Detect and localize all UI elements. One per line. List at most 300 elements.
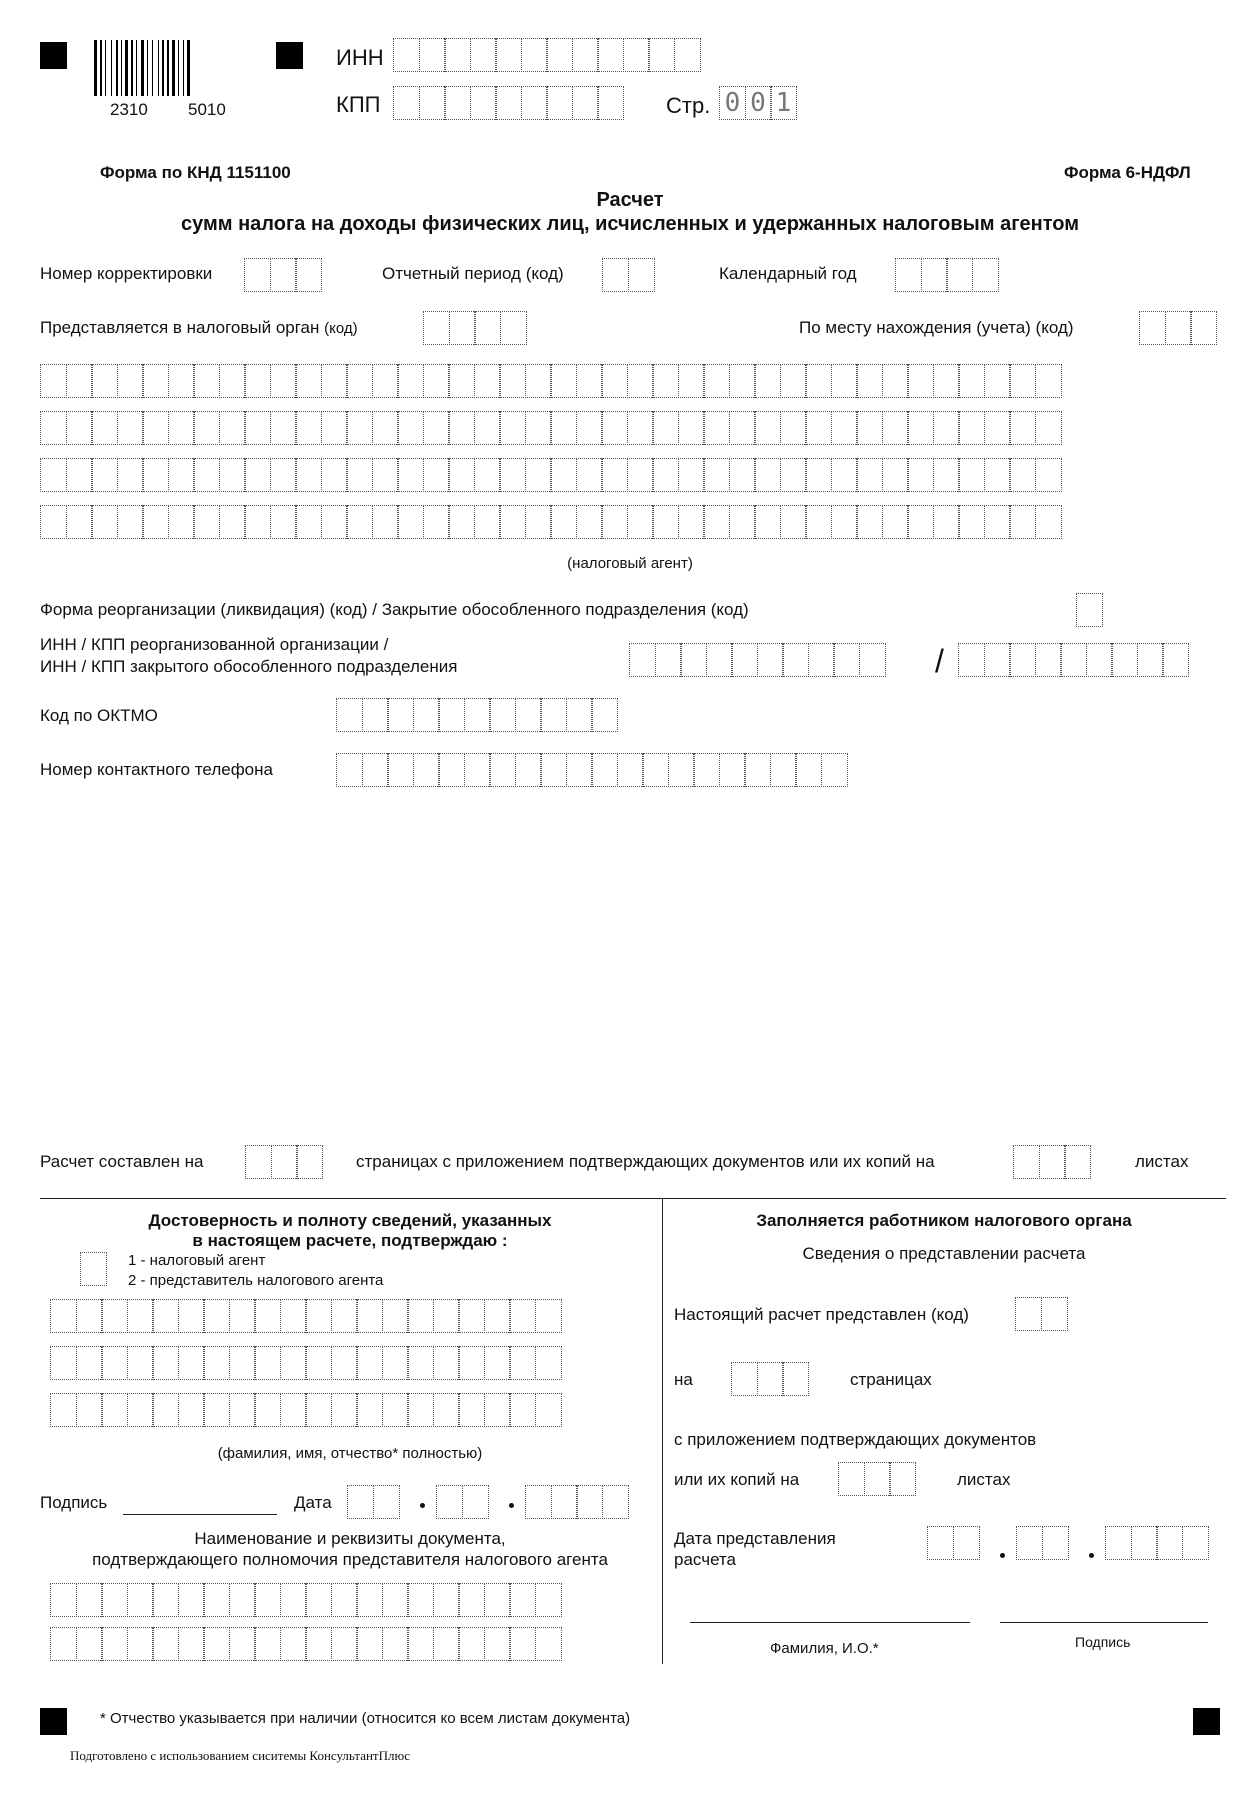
entry-cell[interactable] xyxy=(127,1583,154,1617)
entry-cell[interactable] xyxy=(458,1299,485,1333)
entry-cell[interactable] xyxy=(470,86,497,120)
entry-cell[interactable] xyxy=(474,364,501,398)
entry-cell[interactable] xyxy=(642,753,669,787)
signer-name-row[interactable] xyxy=(50,1346,562,1380)
entry-cell[interactable] xyxy=(1009,505,1036,539)
pages-count-cells[interactable] xyxy=(245,1145,323,1179)
entry-cell[interactable] xyxy=(393,86,420,120)
entry-cell[interactable] xyxy=(229,1393,256,1427)
entry-cell[interactable] xyxy=(1060,643,1087,677)
entry-cell[interactable] xyxy=(1013,1145,1040,1179)
entry-cell[interactable] xyxy=(499,458,526,492)
entry-cell[interactable] xyxy=(305,1346,332,1380)
entry-cell[interactable] xyxy=(76,1393,103,1427)
reorg-inn-cells[interactable] xyxy=(629,643,886,677)
entry-cell[interactable] xyxy=(602,258,629,292)
entry-cell[interactable] xyxy=(535,1346,562,1380)
signer-name-row[interactable] xyxy=(50,1299,562,1333)
entry-cell[interactable] xyxy=(780,505,807,539)
entry-cell[interactable] xyxy=(66,505,93,539)
entry-cell[interactable] xyxy=(984,458,1011,492)
entry-cell[interactable] xyxy=(958,643,985,677)
entry-cell[interactable] xyxy=(805,411,832,445)
entry-cell[interactable] xyxy=(882,364,909,398)
entry-cell[interactable] xyxy=(178,1393,205,1427)
entry-cell[interactable] xyxy=(474,311,501,345)
entry-cell[interactable] xyxy=(448,411,475,445)
entry-cell[interactable] xyxy=(576,458,603,492)
entry-cell[interactable] xyxy=(66,458,93,492)
entry-cell[interactable] xyxy=(444,38,471,72)
entry-cell[interactable] xyxy=(1165,311,1192,345)
entry-cell[interactable] xyxy=(591,753,618,787)
authority-doc-row[interactable] xyxy=(50,1627,562,1661)
entry-cell[interactable] xyxy=(117,505,144,539)
entry-cell[interactable] xyxy=(591,698,618,732)
entry-cell[interactable] xyxy=(484,1299,511,1333)
entry-cell[interactable] xyxy=(484,1393,511,1427)
entry-cell[interactable] xyxy=(550,458,577,492)
entry-cell[interactable] xyxy=(551,1485,578,1519)
entry-cell[interactable] xyxy=(91,458,118,492)
entry-cell[interactable] xyxy=(433,1627,460,1661)
phone-cells[interactable] xyxy=(336,753,848,787)
oktmo-cells[interactable] xyxy=(336,698,618,732)
entry-cell[interactable] xyxy=(795,753,822,787)
entry-cell[interactable] xyxy=(407,1393,434,1427)
entry-cell[interactable] xyxy=(984,411,1011,445)
entry-cell[interactable] xyxy=(474,505,501,539)
entry-cell[interactable] xyxy=(731,1362,758,1396)
entry-cell[interactable] xyxy=(782,1362,809,1396)
entry-cell[interactable] xyxy=(627,364,654,398)
entry-cell[interactable] xyxy=(152,1346,179,1380)
entry-cell[interactable] xyxy=(346,364,373,398)
entry-cell[interactable] xyxy=(91,364,118,398)
entry-cell[interactable] xyxy=(946,258,973,292)
entry-cell[interactable] xyxy=(152,1627,179,1661)
entry-cell[interactable] xyxy=(1009,643,1036,677)
entry-cell[interactable] xyxy=(500,311,527,345)
entry-cell[interactable] xyxy=(346,458,373,492)
entry-cell[interactable] xyxy=(958,458,985,492)
entry-cell[interactable] xyxy=(744,753,771,787)
entry-cell[interactable] xyxy=(433,1346,460,1380)
entry-cell[interactable] xyxy=(203,1393,230,1427)
entry-cell[interactable] xyxy=(576,411,603,445)
entry-cell[interactable] xyxy=(933,458,960,492)
entry-cell[interactable] xyxy=(754,364,781,398)
entry-cell[interactable] xyxy=(572,86,599,120)
entry-cell[interactable] xyxy=(731,643,758,677)
entry-cell[interactable] xyxy=(933,411,960,445)
entry-cell[interactable] xyxy=(127,1627,154,1661)
entry-cell[interactable] xyxy=(1139,311,1166,345)
entry-cell[interactable] xyxy=(372,411,399,445)
entry-cell[interactable] xyxy=(80,1252,107,1286)
authority-doc-row[interactable] xyxy=(50,1583,562,1617)
entry-cell[interactable] xyxy=(193,411,220,445)
tax-authority-cells[interactable] xyxy=(423,311,527,345)
entry-cell[interactable] xyxy=(280,1627,307,1661)
entry-cell[interactable] xyxy=(449,311,476,345)
entry-cell[interactable] xyxy=(601,411,628,445)
entry-cell[interactable] xyxy=(838,1462,865,1496)
entry-cell[interactable] xyxy=(372,505,399,539)
entry-cell[interactable] xyxy=(484,1627,511,1661)
entry-cell[interactable] xyxy=(168,411,195,445)
entry-cell[interactable] xyxy=(1111,643,1138,677)
entry-cell[interactable] xyxy=(933,364,960,398)
submission-day-cells[interactable] xyxy=(927,1526,980,1560)
entry-cell[interactable] xyxy=(629,643,656,677)
entry-cell[interactable] xyxy=(525,505,552,539)
entry-cell[interactable] xyxy=(203,1346,230,1380)
entry-cell[interactable] xyxy=(757,643,784,677)
entry-cell[interactable] xyxy=(729,458,756,492)
entry-cell[interactable] xyxy=(356,1299,383,1333)
entry-cell[interactable] xyxy=(101,1393,128,1427)
entry-cell[interactable] xyxy=(346,505,373,539)
entry-cell[interactable] xyxy=(525,1485,552,1519)
entry-cell[interactable] xyxy=(1035,505,1062,539)
entry-cell[interactable] xyxy=(305,1299,332,1333)
entry-cell[interactable] xyxy=(280,1346,307,1380)
entry-cell[interactable] xyxy=(655,643,682,677)
entry-cell[interactable] xyxy=(601,364,628,398)
entry-cell[interactable] xyxy=(356,1583,383,1617)
entry-cell[interactable] xyxy=(856,411,883,445)
entry-cell[interactable] xyxy=(321,411,348,445)
entry-cell[interactable] xyxy=(91,505,118,539)
entry-cell[interactable] xyxy=(509,1346,536,1380)
entry-cell[interactable] xyxy=(597,38,624,72)
entry-cell[interactable] xyxy=(356,1393,383,1427)
entry-cell[interactable] xyxy=(984,505,1011,539)
entry-cell[interactable] xyxy=(703,505,730,539)
attach-sheets-cells[interactable] xyxy=(838,1462,916,1496)
entry-cell[interactable] xyxy=(142,411,169,445)
entry-cell[interactable] xyxy=(927,1526,954,1560)
entry-cell[interactable] xyxy=(219,411,246,445)
entry-cell[interactable] xyxy=(972,258,999,292)
entry-cell[interactable] xyxy=(856,458,883,492)
entry-cell[interactable] xyxy=(305,1627,332,1661)
entry-cell[interactable] xyxy=(462,1485,489,1519)
entry-cell[interactable] xyxy=(958,364,985,398)
entry-cell[interactable] xyxy=(805,458,832,492)
entry-cell[interactable] xyxy=(331,1393,358,1427)
inn-cells[interactable] xyxy=(393,38,701,72)
entry-cell[interactable] xyxy=(576,364,603,398)
entry-cell[interactable] xyxy=(382,1583,409,1617)
entry-cell[interactable] xyxy=(91,411,118,445)
entry-cell[interactable] xyxy=(393,38,420,72)
entry-cell[interactable] xyxy=(831,364,858,398)
entry-cell[interactable] xyxy=(413,698,440,732)
entry-cell[interactable] xyxy=(921,258,948,292)
entry-cell[interactable] xyxy=(142,364,169,398)
entry-cell[interactable] xyxy=(397,458,424,492)
entry-cell[interactable] xyxy=(652,364,679,398)
entry-cell[interactable] xyxy=(152,1393,179,1427)
entry-cell[interactable] xyxy=(576,505,603,539)
entry-cell[interactable] xyxy=(576,1485,603,1519)
entry-cell[interactable] xyxy=(76,1346,103,1380)
entry-cell[interactable] xyxy=(244,458,271,492)
entry-cell[interactable] xyxy=(856,505,883,539)
entry-cell[interactable] xyxy=(219,364,246,398)
entry-cell[interactable] xyxy=(193,364,220,398)
entry-cell[interactable] xyxy=(245,1145,272,1179)
entry-cell[interactable] xyxy=(1009,458,1036,492)
entry-cell[interactable] xyxy=(347,1485,374,1519)
entry-cell[interactable] xyxy=(535,1583,562,1617)
entry-cell[interactable] xyxy=(678,505,705,539)
entry-cell[interactable] xyxy=(229,1627,256,1661)
entry-cell[interactable] xyxy=(419,86,446,120)
entry-cell[interactable] xyxy=(321,458,348,492)
entry-cell[interactable] xyxy=(127,1393,154,1427)
reorg-cell[interactable] xyxy=(1076,593,1103,627)
entry-cell[interactable] xyxy=(831,458,858,492)
entry-cell[interactable] xyxy=(484,1346,511,1380)
entry-cell[interactable] xyxy=(648,38,675,72)
entry-cell[interactable] xyxy=(515,698,542,732)
entry-cell[interactable] xyxy=(419,38,446,72)
entry-cell[interactable] xyxy=(1137,643,1164,677)
entry-cell[interactable] xyxy=(984,643,1011,677)
entry-cell[interactable] xyxy=(1156,1526,1183,1560)
entry-cell[interactable] xyxy=(362,753,389,787)
entry-cell[interactable] xyxy=(336,698,363,732)
entry-cell[interactable] xyxy=(280,1583,307,1617)
entry-cell[interactable] xyxy=(623,38,650,72)
entry-cell[interactable] xyxy=(117,364,144,398)
entry-cell[interactable] xyxy=(958,505,985,539)
entry-cell[interactable] xyxy=(1041,1297,1068,1331)
entry-cell[interactable] xyxy=(244,364,271,398)
entry-cell[interactable] xyxy=(254,1583,281,1617)
entry-cell[interactable] xyxy=(780,411,807,445)
entry-cell[interactable] xyxy=(254,1393,281,1427)
entry-cell[interactable] xyxy=(229,1299,256,1333)
entry-cell[interactable] xyxy=(413,753,440,787)
entry-cell[interactable] xyxy=(754,411,781,445)
entry-cell[interactable] xyxy=(1064,1145,1091,1179)
entry-cell[interactable] xyxy=(270,364,297,398)
entry-cell[interactable] xyxy=(295,364,322,398)
agent-name-row[interactable] xyxy=(40,411,1062,445)
entry-cell[interactable] xyxy=(407,1627,434,1661)
entry-cell[interactable] xyxy=(509,1393,536,1427)
entry-cell[interactable] xyxy=(1076,593,1103,627)
entry-cell[interactable] xyxy=(525,364,552,398)
entry-cell[interactable] xyxy=(474,411,501,445)
entry-cell[interactable] xyxy=(546,38,573,72)
agent-name-row[interactable] xyxy=(40,505,1062,539)
entry-cell[interactable] xyxy=(489,753,516,787)
entry-cell[interactable] xyxy=(525,458,552,492)
date-year-cells[interactable] xyxy=(525,1485,629,1519)
entry-cell[interactable] xyxy=(535,1393,562,1427)
entry-cell[interactable] xyxy=(152,1583,179,1617)
entry-cell[interactable] xyxy=(346,411,373,445)
entry-cell[interactable] xyxy=(117,411,144,445)
entry-cell[interactable] xyxy=(540,753,567,787)
entry-cell[interactable] xyxy=(668,753,695,787)
entry-cell[interactable] xyxy=(203,1299,230,1333)
entry-cell[interactable] xyxy=(142,458,169,492)
entry-cell[interactable] xyxy=(470,38,497,72)
entry-cell[interactable] xyxy=(474,458,501,492)
entry-cell[interactable] xyxy=(423,311,450,345)
entry-cell[interactable] xyxy=(219,505,246,539)
entry-cell[interactable] xyxy=(142,505,169,539)
entry-cell[interactable] xyxy=(499,411,526,445)
entry-cell[interactable] xyxy=(280,1393,307,1427)
entry-cell[interactable] xyxy=(448,364,475,398)
entry-cell[interactable] xyxy=(831,505,858,539)
entry-cell[interactable] xyxy=(407,1346,434,1380)
entry-cell[interactable] xyxy=(489,698,516,732)
entry-cell[interactable] xyxy=(127,1299,154,1333)
entry-cell[interactable] xyxy=(703,411,730,445)
entry-cell[interactable] xyxy=(805,364,832,398)
entry-cell[interactable] xyxy=(101,1299,128,1333)
entry-cell[interactable] xyxy=(864,1462,891,1496)
entry-cell[interactable] xyxy=(407,1299,434,1333)
entry-cell[interactable] xyxy=(436,1485,463,1519)
entry-cell[interactable] xyxy=(168,458,195,492)
entry-cell[interactable] xyxy=(757,1362,784,1396)
entry-cell[interactable] xyxy=(780,458,807,492)
entry-cell[interactable] xyxy=(907,411,934,445)
entry-cell[interactable] xyxy=(566,753,593,787)
entry-cell[interactable] xyxy=(1162,643,1189,677)
entry-cell[interactable] xyxy=(525,411,552,445)
entry-cell[interactable] xyxy=(958,411,985,445)
entry-cell[interactable] xyxy=(270,458,297,492)
entry-cell[interactable] xyxy=(627,458,654,492)
entry-cell[interactable] xyxy=(1035,643,1062,677)
entry-cell[interactable] xyxy=(382,1393,409,1427)
entry-cell[interactable] xyxy=(387,753,414,787)
entry-cell[interactable] xyxy=(680,643,707,677)
entry-cell[interactable] xyxy=(703,364,730,398)
entry-cell[interactable] xyxy=(895,258,922,292)
entry-cell[interactable] xyxy=(499,364,526,398)
entry-cell[interactable] xyxy=(168,364,195,398)
entry-cell[interactable] xyxy=(178,1627,205,1661)
entry-cell[interactable] xyxy=(693,753,720,787)
entry-cell[interactable] xyxy=(550,505,577,539)
entry-cell[interactable] xyxy=(729,364,756,398)
correction-cells[interactable] xyxy=(244,258,322,292)
entry-cell[interactable] xyxy=(203,1627,230,1661)
entry-cell[interactable] xyxy=(178,1583,205,1617)
entry-cell[interactable] xyxy=(280,1299,307,1333)
entry-cell[interactable] xyxy=(601,505,628,539)
entry-cell[interactable] xyxy=(515,753,542,787)
entry-cell[interactable] xyxy=(203,1583,230,1617)
entry-cell[interactable] xyxy=(652,458,679,492)
entry-cell[interactable] xyxy=(76,1583,103,1617)
entry-cell[interactable] xyxy=(933,505,960,539)
entry-cell[interactable] xyxy=(101,1583,128,1617)
entry-cell[interactable] xyxy=(509,1627,536,1661)
entry-cell[interactable] xyxy=(168,505,195,539)
entry-cell[interactable] xyxy=(953,1526,980,1560)
entry-cell[interactable] xyxy=(40,505,67,539)
entry-cell[interactable] xyxy=(572,38,599,72)
entry-cell[interactable] xyxy=(882,505,909,539)
entry-cell[interactable] xyxy=(66,411,93,445)
entry-cell[interactable] xyxy=(678,364,705,398)
entry-cell[interactable] xyxy=(889,1462,916,1496)
entry-cell[interactable] xyxy=(458,1583,485,1617)
entry-cell[interactable] xyxy=(101,1627,128,1661)
entry-cell[interactable] xyxy=(193,505,220,539)
entry-cell[interactable] xyxy=(729,505,756,539)
entry-cell[interactable] xyxy=(540,698,567,732)
submission-year-cells[interactable] xyxy=(1105,1526,1209,1560)
entry-cell[interactable] xyxy=(1015,1297,1042,1331)
entry-cell[interactable] xyxy=(423,411,450,445)
entry-cell[interactable] xyxy=(1035,411,1062,445)
entry-cell[interactable] xyxy=(178,1299,205,1333)
entry-cell[interactable] xyxy=(372,458,399,492)
entry-cell[interactable] xyxy=(382,1627,409,1661)
entry-cell[interactable] xyxy=(984,364,1011,398)
entry-cell[interactable] xyxy=(882,458,909,492)
entry-cell[interactable] xyxy=(1131,1526,1158,1560)
entry-cell[interactable] xyxy=(458,1393,485,1427)
entry-cell[interactable] xyxy=(178,1346,205,1380)
entry-cell[interactable] xyxy=(652,411,679,445)
entry-cell[interactable] xyxy=(433,1393,460,1427)
entry-cell[interactable] xyxy=(652,505,679,539)
entry-cell[interactable] xyxy=(336,753,363,787)
year-cells[interactable] xyxy=(895,258,999,292)
entry-cell[interactable] xyxy=(521,38,548,72)
entry-cell[interactable] xyxy=(907,505,934,539)
entry-cell[interactable] xyxy=(397,505,424,539)
entry-cell[interactable] xyxy=(521,86,548,120)
entry-cell[interactable] xyxy=(1035,458,1062,492)
entry-cell[interactable] xyxy=(1182,1526,1209,1560)
entry-cell[interactable] xyxy=(244,258,271,292)
fio-line[interactable] xyxy=(690,1622,970,1623)
entry-cell[interactable] xyxy=(331,1346,358,1380)
entry-cell[interactable] xyxy=(448,505,475,539)
entry-cell[interactable] xyxy=(271,1145,298,1179)
entry-cell[interactable] xyxy=(305,1583,332,1617)
entry-cell[interactable] xyxy=(229,1346,256,1380)
entry-cell[interactable] xyxy=(382,1299,409,1333)
entry-cell[interactable] xyxy=(535,1627,562,1661)
entry-cell[interactable] xyxy=(821,753,848,787)
entry-cell[interactable] xyxy=(331,1299,358,1333)
entry-cell[interactable] xyxy=(66,364,93,398)
entry-cell[interactable] xyxy=(1009,364,1036,398)
agent-name-row[interactable] xyxy=(40,364,1062,398)
entry-cell[interactable] xyxy=(373,1485,400,1519)
entry-cell[interactable] xyxy=(101,1346,128,1380)
entry-cell[interactable] xyxy=(270,411,297,445)
entry-cell[interactable] xyxy=(193,458,220,492)
entry-cell[interactable] xyxy=(40,458,67,492)
